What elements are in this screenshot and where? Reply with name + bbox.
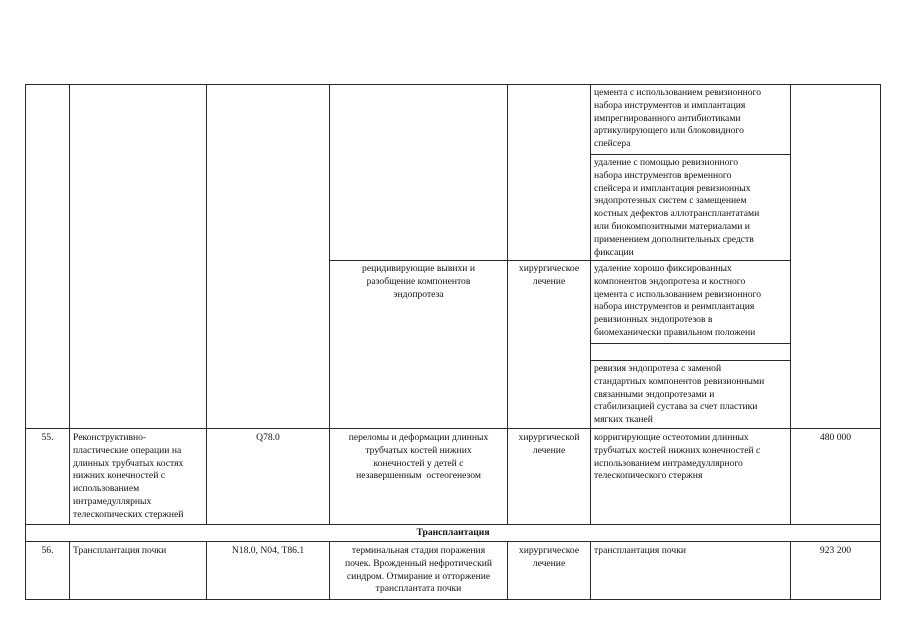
row-model-cell: переломы и деформации длинных трубчатых костей нижних конечностей у детей с незавершенным остеогенезом	[329, 428, 508, 525]
row-name-cell: Трансплантация почки	[69, 541, 207, 600]
method-cell: цемента с использованием ревизионного набора инструментов и имплантация импрегнированного антибиотиками артикулирующего или блоковидного спейсера	[590, 84, 791, 155]
row-method-cell: корригирующие остеотомии длинных трубчатых костей нижних конечностей с использованием интрамедуллярного телескопического стержня	[590, 428, 791, 525]
empty-method-cell	[590, 343, 791, 361]
row-cost-cell: 480 000	[790, 428, 881, 525]
continuation-code-cell	[206, 84, 330, 429]
continuation-number-cell	[25, 84, 70, 429]
method-cell: ревизия эндопротеза с заменой стандартных компонентов ревизионными связанными эндопротезами и стабилизацией сустава за счет пластики мягких тканей	[590, 360, 791, 429]
section-title: Трансплантация	[25, 524, 881, 542]
row-code-cell: N18.0, N04, T86.1	[206, 541, 330, 600]
row-number-cell: 56.	[25, 541, 70, 600]
continuation-model-cell	[329, 84, 508, 261]
row-method-cell: трансплантация почки	[590, 541, 791, 600]
row-name-cell: Реконструктивно- пластические операции на длинных трубчатых костях нижних конечностей с использованием интрамедуллярных телескопических стержней	[69, 428, 207, 525]
model-cell: рецидивирующие вывихи и разобщение компонентов эндопротеза	[329, 260, 508, 429]
continuation-cost-cell	[790, 84, 881, 429]
method-cell: удаление хорошо фиксированных компонентов эндопротеза и костного цемента с использованием ревизионного набора инструментов и реимплантация ревизионных эндопротезов в биомеханически правильном положени	[590, 260, 791, 344]
continuation-treatment-cell	[507, 84, 591, 261]
row-model-cell: терминальная стадия поражения почек. Врожденный нефротический синдром. Отмирание и отторжение трансплантата почки	[329, 541, 508, 600]
row-cost-cell: 923 200	[790, 541, 881, 600]
treatment-cell: хирургическое лечение	[507, 260, 591, 429]
row-code-cell: Q78.0	[206, 428, 330, 525]
row-treatment-cell: хирургическое лечение	[507, 541, 591, 600]
method-cell: удаление с помощью ревизионного набора инструментов временного спейсера и имплантация ревизионных эндопротезных систем с замещением костных дефектов аллотрансплантатами или биокомпозитными материалами и применением дополнительных средств фиксации	[590, 154, 791, 261]
row-treatment-cell: хирургической лечение	[507, 428, 591, 525]
row-number-cell: 55.	[25, 428, 70, 525]
continuation-name-cell	[69, 84, 207, 429]
